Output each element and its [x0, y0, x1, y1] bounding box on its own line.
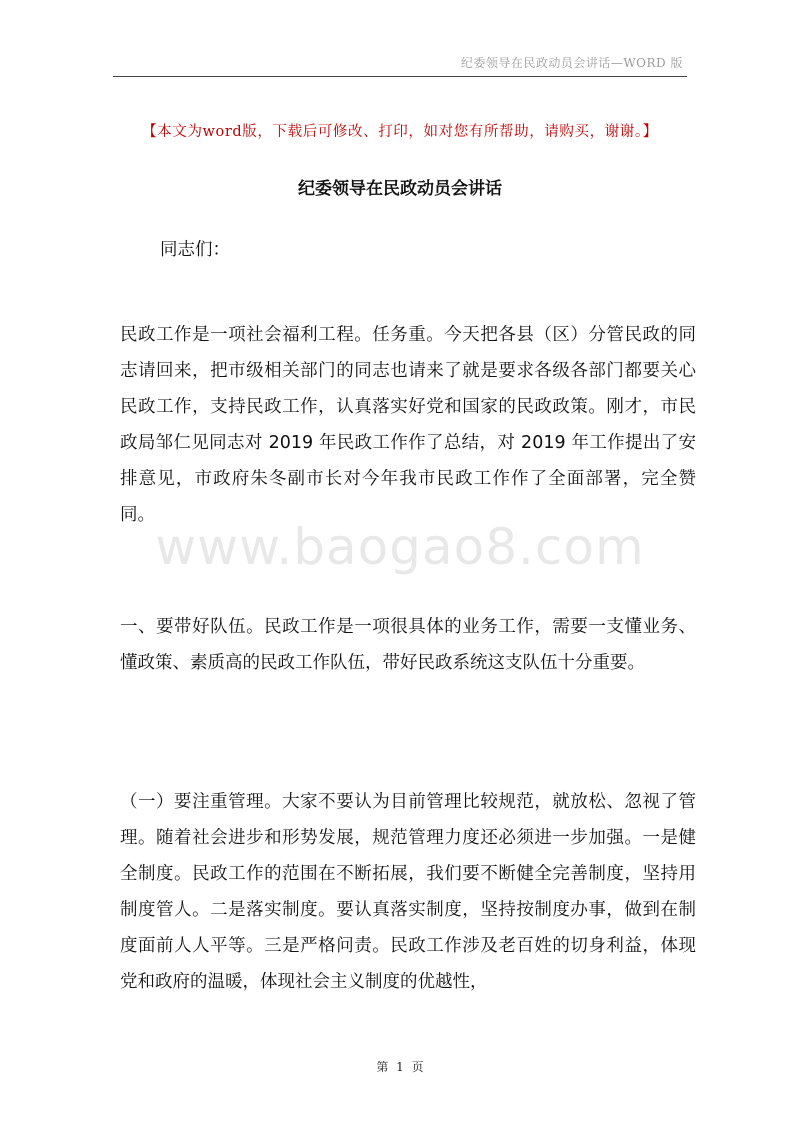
paragraph-subsection-one: （一）要注重管理。大家不要认为目前管理比较规范，就放松、忽视了管理。随着社会进步和形势发展，规范管理力度还必须进一步加强。一是健全制度。民政工作的范围在不断拓展，我们要不断健全完善制度，坚持用制度管人。二是落实制度。要认真落实制度，坚持按制度办事，做到在制度面前人人平等。三是严格问责。民政工作涉及老百姓的切身利益，体现党和政府的温暖，体现社会主义制度的优越性，: [120, 792, 696, 992]
page-footer: [0, 1058, 800, 1075]
header-divider: [113, 76, 687, 77]
footer-suffix: 页: [411, 1060, 424, 1074]
document-title: 纪委领导在民政动员会讲话: [298, 179, 502, 199]
purchase-notice: 【本文为word版，下载后可修改、打印，如对您有所帮助，请购买，谢谢。】: [142, 124, 658, 140]
page-number: 1: [396, 1060, 404, 1074]
header-title: 纪委领导在民政动员会讲话—WORD 版: [460, 56, 683, 70]
watermark: www.baogao8.com: [155, 518, 645, 576]
paragraph-section-one: 一、要带好队伍。民政工作是一项很具体的业务工作，需要一支懂业务、懂政策、素质高的民政工作队伍，带好民政系统这支队伍十分重要。: [120, 617, 696, 673]
paragraph-intro: 民政工作是一项社会福利工程。任务重。今天把各县（区）分管民政的同志请回来，把市级相关部门的同志也请来了就是要求各级各部门都要关心民政工作，支持民政工作，认真落实好党和国家的民政政策。刚才，市民政局邹仁见同志对 2019 年民政工作作了总结，对 2019 年工作提出了安排意见，市政府朱冬副市长对今年我市民政工作作了全面部署，完全赞同。: [120, 325, 696, 525]
footer-prefix: 第: [376, 1060, 389, 1074]
greeting: 同志们：: [160, 240, 230, 260]
